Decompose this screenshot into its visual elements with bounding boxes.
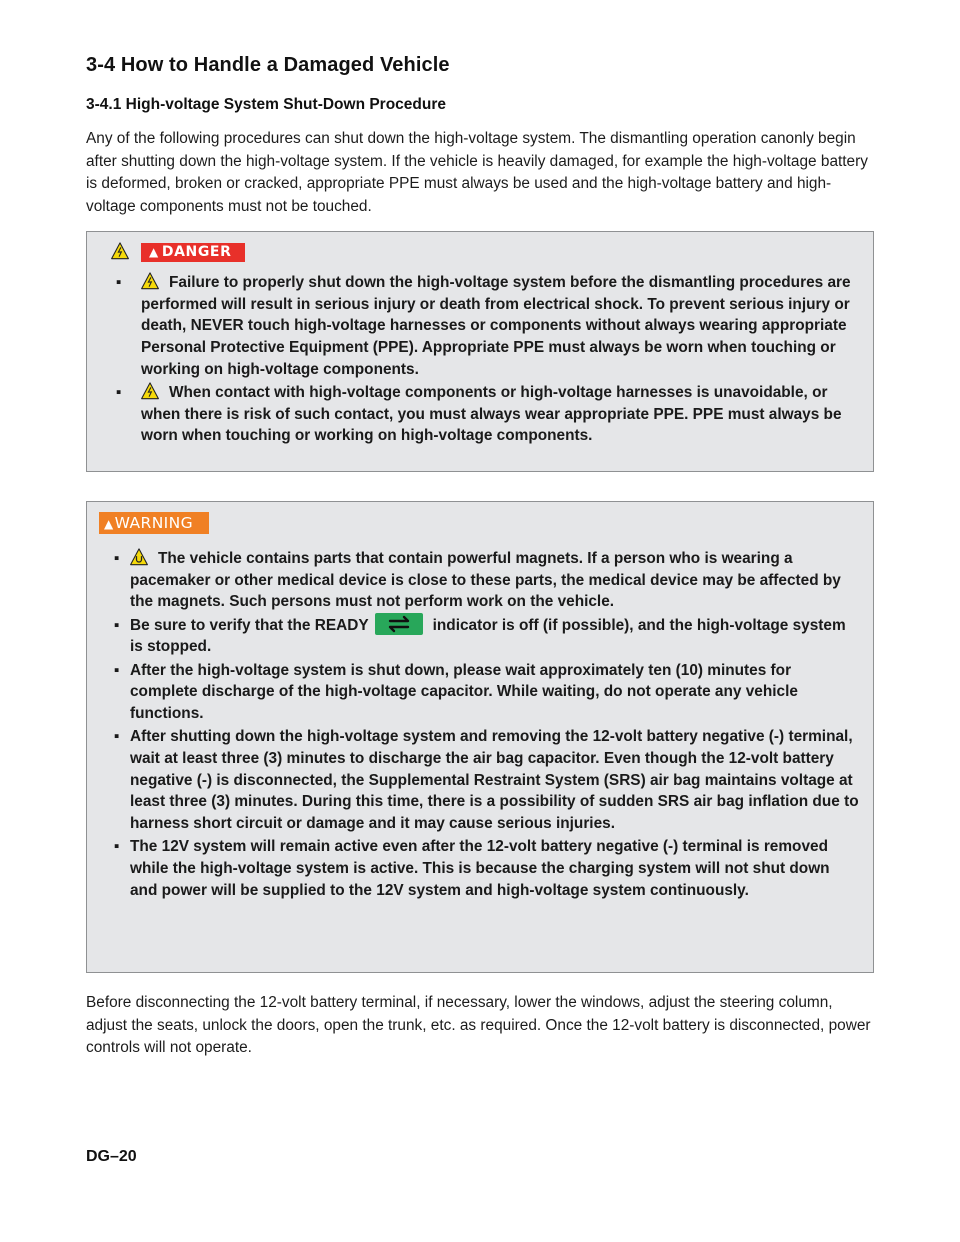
warning-triangle-icon: ▲ — [104, 517, 114, 531]
bullet-marker: ▪ — [114, 838, 120, 856]
bullet-marker: ▪ — [116, 384, 122, 402]
danger-list — [116, 272, 856, 449]
list-item: ▪ After the high-voltage system is shut down, please wait approximately ten (10) minutes for complete discharge of the high-voltage capacitor. While waiting, do not operate any vehicle functions. — [114, 661, 798, 722]
warning-list — [114, 548, 859, 903]
section-title: 3-4 How to Handle a Damaged Vehicle — [86, 54, 450, 76]
danger-box — [86, 231, 874, 472]
high-voltage-warning-icon — [141, 382, 159, 400]
list-item: ▪ Be sure to verify that the READY indicator is off (if possible), and the high-voltage system is stopped. — [114, 615, 859, 658]
list-item: ▪ The vehicle contains parts that contain powerful magnets. If a person who is wearing a pacemaker or other medical device is close to these parts, the medical device may be affected by the magnets. Such persons must not perform work on the vehicle. — [114, 548, 859, 613]
subsection-title: 3-4.1 High-voltage System Shut-Down Procedure — [86, 96, 447, 113]
warning-box — [86, 501, 874, 973]
bullet-marker: ▪ — [116, 274, 122, 291]
warning-label: ▲WARNING — [99, 512, 209, 534]
closing-paragraph: Before disconnecting the 12-volt battery terminal, if necessary, lower the windows, adjust the steering column, adjust the seats, unlock the doors, open the trunk, etc. as required. Once the 12-volt battery is disconnected, power controls will not operate. — [86, 994, 871, 1056]
intro-paragraph: Any of the following procedures can shut down the high-voltage system. The dismantling operation canonly begin after shutting down the high-voltage system. If the vehicle is heavily damaged, for example the high-voltage battery is deformed, broken or cracked, appropriate PPE must always be used and the high-voltage battery and high-voltage components must not be touched. — [86, 130, 868, 215]
page-number: DG–20 — [86, 1148, 137, 1165]
high-voltage-warning-icon — [111, 242, 129, 260]
danger-label: ▲ DANGER — [141, 243, 245, 262]
bullet-marker: ▪ — [114, 728, 120, 746]
bullet-marker: ▪ — [114, 550, 120, 567]
list-item: ▪ When contact with high-voltage components or high-voltage harnesses is unavoidable, or when there is risk of such contact, you must always wear appropriate PPE. PPE must always be worn when touching or working on high-voltage components. — [116, 382, 856, 447]
bullet-marker: ▪ — [114, 661, 120, 679]
high-voltage-warning-icon — [141, 272, 159, 290]
list-item: ▪ After shutting down the high-voltage system and removing the 12-volt battery negative (-) terminal, wait at least three (3) minutes to discharge the air bag capacitor. Even though the 12-volt battery negative (-) is disconnected, the Supplemental Restraint System (SRS) air bag maintains voltage at least three (3) minutes. During this time, there is a possibility of sudden SRS air bag inflation due to harness short circuit or damage and it may cause serious injuries. — [114, 728, 859, 832]
bullet-marker: ▪ — [114, 616, 120, 634]
warning-triangle-icon: ▲ — [149, 245, 159, 259]
list-item: ▪ The 12V system will remain active even after the 12-volt battery negative (-) terminal is removed while the high-voltage system is active. This is because the charging system will not shut down and power will be supplied to the 12V system and high-voltage system continuously. — [114, 838, 830, 899]
list-item: ▪ Failure to properly shut down the high-voltage system before the dismantling procedures are performed will result in serious injury or death from electrical shock. To prevent serious injury or death, NEVER touch high-voltage harnesses or components without always wearing appropriate Personal Protective Equipment (PPE). Appropriate PPE must always be worn when touching or working on high-voltage components. — [116, 272, 856, 381]
magnet-warning-icon — [130, 548, 148, 566]
ready-indicator-icon — [375, 613, 423, 635]
